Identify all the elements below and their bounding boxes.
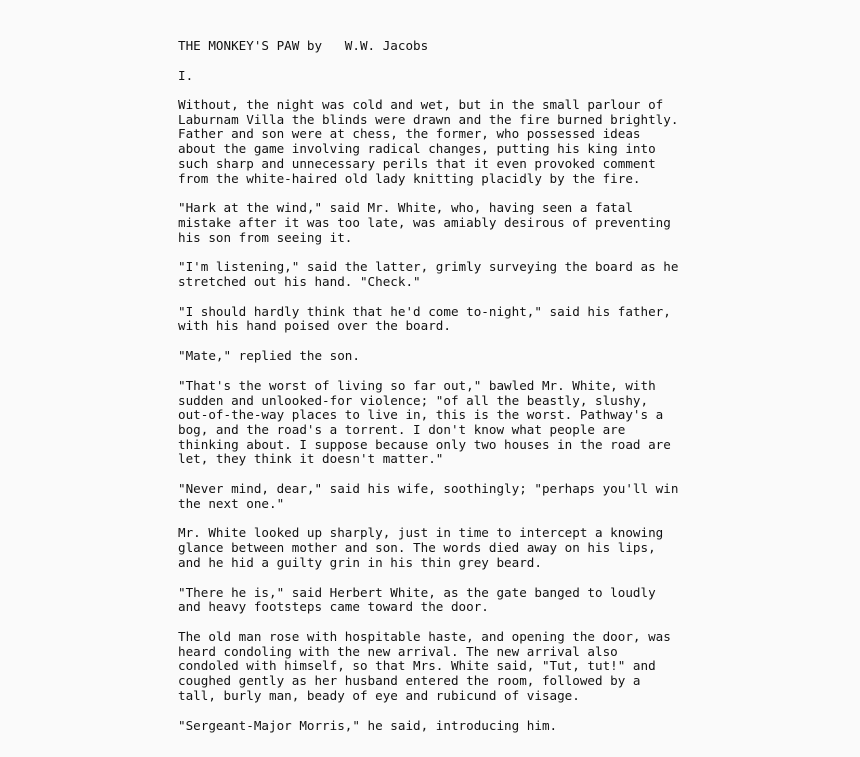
paragraph: "Never mind, dear," said his wife, soothingly; "perhaps you'll win the next one." bbox=[178, 481, 679, 511]
paragraph: "There he is," said Herbert White, as the gate banged to loudly and heavy footsteps came toward the door. bbox=[178, 584, 656, 615]
paragraph: "Hark at the wind," said Mr. White, who, having seen a fatal mistake after it was too late, was amiably desirous of preventing his son from seeing it. bbox=[178, 200, 671, 245]
paragraph: The old man rose with hospitable haste, and opening the door, was heard condoling with the new arrival. The new arrival also condoled with himself, so that Mrs. White said, "Tut, tut!" and coughed gently as her husband entered the room, followed by a tall, burly man, beady of eye and rubicund of visage. bbox=[178, 628, 671, 703]
document-title: THE MONKEY'S PAW by W.W. Jacobs bbox=[178, 38, 429, 53]
paragraph: "That's the worst of living so far out," bawled Mr. White, with sudden and unlooked-for violence; "of all the beastly, slushy, out-of-the-way places to live in, this is the worst. Pathway's a bog, and the road's a torrent. I don't know what people are thinking about. I suppose because only two houses in the road are let, they think it doesn't matter." bbox=[178, 377, 671, 467]
paragraph: "I'm listening," said the latter, grimly surveying the board as he stretched out his hand. "Check." bbox=[178, 259, 679, 290]
paragraph: Mr. White looked up sharply, just in time to intercept a knowing glance between mother and son. The words died away on his lips, and he hid a guilty grin in his thin grey beard. bbox=[178, 525, 664, 570]
section-heading: I. bbox=[178, 68, 194, 83]
paragraph: "Sergeant-Major Morris," he said, introducing him. bbox=[178, 717, 558, 733]
paragraph: Without, the night was cold and wet, but in the small parlour of Laburnam Villa the blinds were drawn and the fire burned brightly. Father and son were at chess, the former, who possessed ideas about the game involving radical changes, putting his king into such sharp and unnecessary perils that it even provoked comment from the white-haired old lady knitting placidly by the fire. bbox=[178, 97, 679, 186]
paragraph: "Mate," replied the son. bbox=[178, 348, 360, 364]
paragraph: "I should hardly think that he'd come to-night," said his father, with his hand poised over the board. bbox=[178, 303, 671, 334]
